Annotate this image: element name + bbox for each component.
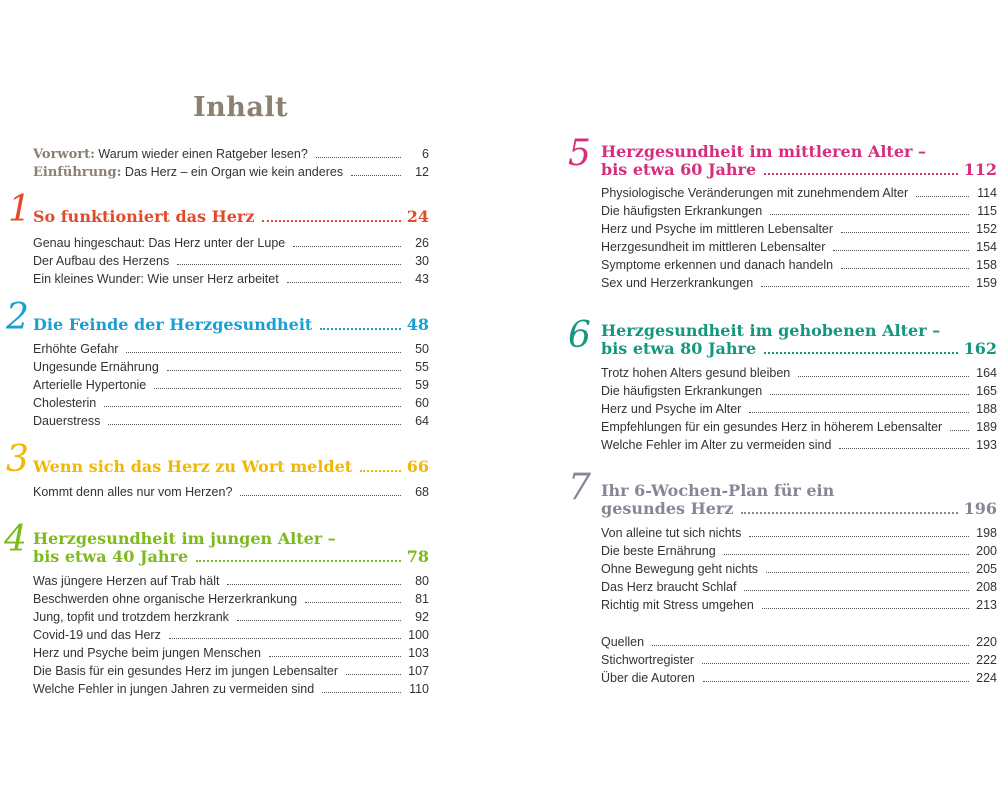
toc-entry[interactable] xyxy=(601,220,997,238)
toc-entry[interactable] xyxy=(601,578,997,596)
dot-leader xyxy=(196,560,401,562)
page-number: 68 xyxy=(415,485,429,499)
toc-entry[interactable] xyxy=(33,483,429,501)
toc-back-entry[interactable] xyxy=(601,669,997,687)
chapter-heading-1[interactable] xyxy=(33,208,429,226)
page-number: 59 xyxy=(415,378,429,392)
page-number: 81 xyxy=(415,592,429,606)
page-number: 6 xyxy=(422,147,429,161)
chapter-title: So funktioniert das Herz xyxy=(33,207,255,226)
dot-leader xyxy=(287,282,401,283)
dot-leader xyxy=(764,173,957,175)
page-number: 152 xyxy=(976,222,997,236)
dot-leader xyxy=(724,554,969,555)
chapter-number-5: 5 xyxy=(568,133,591,174)
chapter-page: 24 xyxy=(406,207,429,226)
toc-entry[interactable] xyxy=(33,662,429,680)
chapter-page: 78 xyxy=(406,547,429,566)
entry-title: Herzgesundheit im mittleren Lebensalter xyxy=(601,240,826,254)
toc-front-vorwort[interactable] xyxy=(33,145,429,163)
page-number: 200 xyxy=(976,544,997,558)
dot-leader xyxy=(839,448,969,449)
entry-title: Ein kleines Wunder: Wie unser Herz arbeitet xyxy=(33,272,279,286)
dot-leader xyxy=(154,388,401,389)
dot-leader xyxy=(108,424,401,425)
entry-title: Covid-19 und das Herz xyxy=(33,628,161,642)
toc-back-entry[interactable] xyxy=(601,633,997,651)
page-number: 188 xyxy=(976,402,997,416)
dot-leader xyxy=(167,370,401,371)
chapter-title-line1: Ihr 6-Wochen-Plan für ein xyxy=(601,481,835,500)
chapter-number-1: 1 xyxy=(8,189,31,230)
entry-title: Cholesterin xyxy=(33,396,97,410)
entry-title: Jung, topfit und trotzdem herzkrank xyxy=(33,610,229,624)
page-number: 100 xyxy=(408,628,429,642)
toc-entry[interactable] xyxy=(33,234,429,252)
page-number: 26 xyxy=(415,236,429,250)
toc-entry[interactable] xyxy=(601,418,997,436)
dot-leader xyxy=(237,620,401,621)
chapter-heading-4[interactable] xyxy=(33,530,429,566)
toc-entry[interactable] xyxy=(601,184,997,202)
chapter-title-line1: Herzgesundheit im jungen Alter – xyxy=(33,529,336,548)
entry-title: Symptome erkennen und danach handeln xyxy=(601,258,834,272)
toc-entry[interactable] xyxy=(33,608,429,626)
dot-leader xyxy=(269,656,401,657)
chapter-heading-3[interactable] xyxy=(33,458,429,476)
chapter-title: Die Feinde der Herzgesundheit xyxy=(33,315,313,334)
page-number: 205 xyxy=(976,562,997,576)
dot-leader xyxy=(833,250,969,251)
dot-leader xyxy=(761,286,969,287)
page-number: 55 xyxy=(415,360,429,374)
toc-entry[interactable] xyxy=(601,400,997,418)
entry-title: Stichwortregister xyxy=(601,653,695,667)
dot-leader xyxy=(749,412,969,413)
chapter-page: 112 xyxy=(963,160,997,179)
entry-title: Dauerstress xyxy=(33,414,101,428)
dot-leader xyxy=(240,495,401,496)
entry-title: Empfehlungen für ein gesundes Herz in höherem Lebensalter xyxy=(601,420,943,434)
dot-leader xyxy=(841,268,969,269)
page-title: Inhalt xyxy=(193,92,289,123)
toc-entry[interactable] xyxy=(601,202,997,220)
entry-title: Herz und Psyche im mittleren Lebensalter xyxy=(601,222,834,236)
toc-entry[interactable] xyxy=(601,364,997,382)
toc-entry[interactable] xyxy=(601,560,997,578)
toc-entry[interactable] xyxy=(33,252,429,270)
page-number: 154 xyxy=(976,240,997,254)
dot-leader xyxy=(766,572,969,573)
toc-entry[interactable] xyxy=(33,590,429,608)
toc-entry[interactable] xyxy=(33,358,429,376)
chapter-title-line2: gesundes Herz xyxy=(601,499,734,518)
chapter-title-line2: bis etwa 60 Jahre xyxy=(601,160,757,179)
chapter-number-6: 6 xyxy=(568,315,591,356)
entry-title: Erhöhte Gefahr xyxy=(33,342,119,356)
entry-title: Das Herz braucht Schlaf xyxy=(601,580,737,594)
entry-title: Beschwerden ohne organische Herzerkrankung xyxy=(33,592,298,606)
dot-leader xyxy=(741,512,957,514)
chapter-page: 48 xyxy=(406,315,429,334)
toc-entry[interactable] xyxy=(33,412,429,430)
entry-title: Der Aufbau des Herzens xyxy=(33,254,170,268)
chapter-heading-2[interactable] xyxy=(33,316,429,334)
page-number: 193 xyxy=(976,438,997,452)
dot-leader xyxy=(762,608,969,609)
dot-leader xyxy=(351,175,401,176)
page-number: 224 xyxy=(976,671,997,685)
toc-entry[interactable] xyxy=(601,238,997,256)
toc-back-entry[interactable] xyxy=(601,651,997,669)
entry-title: Ohne Bewegung geht nichts xyxy=(601,562,759,576)
front-label-bold: Vorwort: xyxy=(33,147,95,162)
entry-title: Über die Autoren xyxy=(601,671,695,685)
page-number: 110 xyxy=(409,682,429,696)
front-label-text: Das Herz – ein Organ wie kein anderes xyxy=(121,165,344,179)
chapter-title-line1: Herzgesundheit im mittleren Alter – xyxy=(601,142,926,161)
entry-title: Richtig mit Stress umgehen xyxy=(601,598,754,612)
toc-entry[interactable] xyxy=(33,626,429,644)
toc-entry[interactable] xyxy=(33,644,429,662)
toc-entry[interactable] xyxy=(33,376,429,394)
dot-leader xyxy=(262,220,400,222)
toc-entry[interactable] xyxy=(601,524,997,542)
entry-title: Sex und Herzerkrankungen xyxy=(601,276,754,290)
page-number: 50 xyxy=(415,342,429,356)
toc-front-einfuehrung[interactable] xyxy=(33,163,429,181)
dot-leader xyxy=(293,246,401,247)
dot-leader xyxy=(169,638,401,639)
front-label-text: Warum wieder einen Ratgeber lesen? xyxy=(94,147,308,161)
dot-leader xyxy=(322,692,401,693)
entry-title: Die häufigsten Erkrankungen xyxy=(601,384,763,398)
dot-leader xyxy=(316,157,401,158)
chapter-page: 196 xyxy=(963,499,997,518)
entry-title: Welche Fehler im Alter zu vermeiden sind xyxy=(601,438,832,452)
toc-entry[interactable] xyxy=(601,542,997,560)
page-number: 159 xyxy=(976,276,997,290)
page-number: 114 xyxy=(977,186,997,200)
page-number: 165 xyxy=(976,384,997,398)
toc-entry[interactable] xyxy=(33,394,429,412)
dot-leader xyxy=(703,681,969,682)
entry-title: Herz und Psyche im Alter xyxy=(601,402,742,416)
page-number: 12 xyxy=(415,165,429,179)
page-number: 115 xyxy=(977,204,997,218)
dot-leader xyxy=(770,394,969,395)
chapter-number-7: 7 xyxy=(568,467,591,508)
chapter-page: 162 xyxy=(963,339,997,358)
page-number: 103 xyxy=(408,646,429,660)
chapter-page: 66 xyxy=(406,457,429,476)
dot-leader xyxy=(320,328,400,330)
entry-title: Kommt denn alles nur vom Herzen? xyxy=(33,485,233,499)
page-number: 222 xyxy=(976,653,997,667)
page-number: 64 xyxy=(415,414,429,428)
toc-entry[interactable] xyxy=(601,382,997,400)
page-number: 164 xyxy=(976,366,997,380)
chapter-number-4: 4 xyxy=(4,519,27,560)
entry-title: Ungesunde Ernährung xyxy=(33,360,159,374)
chapter-heading-6[interactable] xyxy=(601,322,997,358)
dot-leader xyxy=(177,264,401,265)
page-number: 158 xyxy=(976,258,997,272)
front-label-bold: Einführung: xyxy=(33,165,122,180)
entry-title: Quellen xyxy=(601,635,645,649)
entry-title: Die Basis für ein gesundes Herz im jungen Lebensalter xyxy=(33,664,339,678)
dot-leader xyxy=(702,663,969,664)
entry-title: Genau hingeschaut: Das Herz unter der Lupe xyxy=(33,236,286,250)
entry-title: Was jüngere Herzen auf Trab hält xyxy=(33,574,220,588)
dot-leader xyxy=(950,430,969,431)
chapter-heading-7[interactable] xyxy=(601,482,997,518)
entry-title: Die häufigsten Erkrankungen xyxy=(601,204,763,218)
page-number: 189 xyxy=(976,420,997,434)
toc-entry[interactable] xyxy=(33,340,429,358)
page-number: 198 xyxy=(976,526,997,540)
page-number: 60 xyxy=(415,396,429,410)
dot-leader xyxy=(652,645,969,646)
dot-leader xyxy=(346,674,401,675)
chapter-heading-5[interactable] xyxy=(601,143,997,179)
toc-entry[interactable] xyxy=(601,274,997,292)
entry-title: Physiologische Veränderungen mit zunehmendem Alter xyxy=(601,186,909,200)
toc-entry[interactable] xyxy=(601,596,997,614)
dot-leader xyxy=(841,232,969,233)
toc-entry[interactable] xyxy=(601,256,997,274)
toc-entry[interactable] xyxy=(601,436,997,454)
page-number: 80 xyxy=(415,574,429,588)
entry-title: Arterielle Hypertonie xyxy=(33,378,147,392)
chapter-number-3: 3 xyxy=(6,439,29,480)
entry-title: Trotz hohen Alters gesund bleiben xyxy=(601,366,791,380)
dot-leader xyxy=(305,602,401,603)
entry-title: Die beste Ernährung xyxy=(601,544,716,558)
dot-leader xyxy=(764,352,957,354)
entry-title: Herz und Psyche beim jungen Menschen xyxy=(33,646,261,660)
page-number: 43 xyxy=(415,272,429,286)
dot-leader xyxy=(749,536,969,537)
page-number: 220 xyxy=(976,635,997,649)
entry-title: Welche Fehler in jungen Jahren zu vermeiden sind xyxy=(33,682,315,696)
page-number: 92 xyxy=(415,610,429,624)
dot-leader xyxy=(744,590,969,591)
dot-leader xyxy=(798,376,969,377)
page-number: 208 xyxy=(976,580,997,594)
chapter-title-line2: bis etwa 40 Jahre xyxy=(33,547,189,566)
toc-entry[interactable] xyxy=(33,572,429,590)
dot-leader xyxy=(227,584,401,585)
dot-leader xyxy=(770,214,969,215)
page-number: 213 xyxy=(976,598,997,612)
dot-leader xyxy=(916,196,969,197)
chapter-title-line1: Herzgesundheit im gehobenen Alter – xyxy=(601,321,941,340)
page-number: 30 xyxy=(415,254,429,268)
toc-entry[interactable] xyxy=(33,680,429,698)
dot-leader xyxy=(104,406,401,407)
chapter-title: Wenn sich das Herz zu Wort meldet xyxy=(33,457,353,476)
toc-entry[interactable] xyxy=(33,270,429,288)
dot-leader xyxy=(360,470,401,472)
page-number: 107 xyxy=(408,664,429,678)
dot-leader xyxy=(126,352,401,353)
chapter-title-line2: bis etwa 80 Jahre xyxy=(601,339,757,358)
chapter-number-2: 2 xyxy=(6,297,29,338)
entry-title: Von alleine tut sich nichts xyxy=(601,526,742,540)
